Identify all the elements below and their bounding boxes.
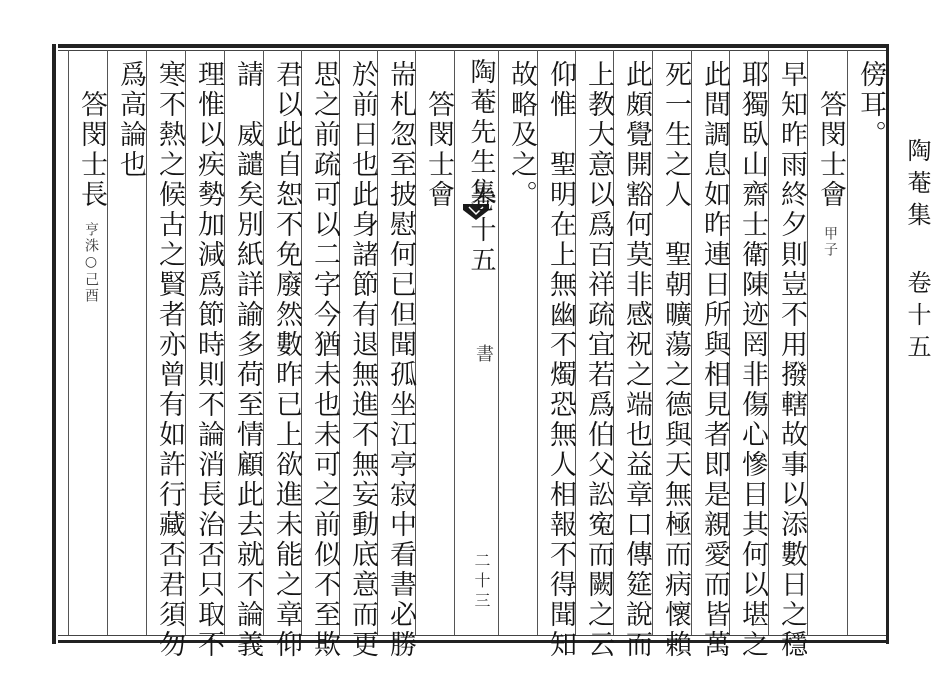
column-text: 仰惟 聖明在上無幽不燭恐無人相報不得聞知 — [545, 60, 576, 660]
text-column — [501, 60, 541, 210]
column-text: 此頗覺開豁何莫非感祝之端也益章口傳筵說而 — [621, 60, 652, 660]
letter-heading: 答閔士會 — [423, 60, 454, 210]
heading-column — [810, 60, 850, 258]
text-column — [540, 60, 580, 660]
column-text: 耶獨臥山齋士衛陳迹罔非傷心慘目其何以堪之 — [737, 60, 768, 660]
text-column — [694, 60, 734, 660]
text-column — [771, 60, 811, 660]
column-text: 死一生之人 聖朝曠蕩之德與天無極而病懷賴 — [660, 60, 691, 660]
text-column — [227, 60, 267, 660]
column-text: 思之前疏可以二字今猶未也未可之前似不至欺 — [309, 60, 340, 660]
text-column — [578, 60, 618, 660]
text-column — [149, 60, 189, 660]
fold-book-title: 陶菴先生集 — [466, 58, 496, 208]
text-column — [110, 60, 150, 180]
margin-header: 陶菴集 卷十五 — [903, 138, 931, 366]
text-column — [616, 60, 656, 660]
text-column — [304, 60, 344, 660]
column-text: 故略及之。 — [506, 60, 537, 210]
heading-note: 亨洙○己酉 — [83, 222, 99, 304]
frame-left-border — [52, 44, 56, 644]
text-column — [188, 60, 228, 660]
column-text: 爲高論也 — [115, 60, 146, 180]
text-column — [342, 60, 382, 660]
column-text: 耑札忽至披慰何已但聞孤坐江亭寂中看書必勝 — [385, 60, 416, 660]
fold-page-number: 二十三 — [472, 552, 491, 612]
text-column — [732, 60, 772, 660]
text-column — [655, 60, 695, 660]
letter-heading: 答閔士會 — [815, 60, 846, 210]
column-text: 傍耳。 — [855, 60, 886, 150]
heading-note: 甲子 — [822, 226, 838, 258]
heading-column — [71, 60, 111, 304]
fold-volume: 卷十五 — [466, 186, 496, 276]
column-text: 上教大意以爲百祥疏宜若爲伯父訟寃而闕之云 — [583, 60, 614, 660]
text-column — [850, 60, 890, 150]
text-column — [266, 60, 306, 660]
column-text: 理惟以疾勢加減爲節時則不論消長治否只取不 — [193, 60, 224, 660]
column-text: 君以此自恕不免廢然數昨已上欲進未能之章仰 — [271, 60, 302, 660]
column-text: 寒不熱之候古之賢者亦曾有如許行藏否君須勿 — [154, 60, 185, 660]
column-text: 請 威譴矣別紙詳諭多荷至情顧此去就不論義 — [232, 60, 263, 660]
frame-top-border — [58, 44, 888, 48]
column-text: 此間調息如昨連日所與相見者即是親愛而皆萬 — [699, 60, 730, 660]
column-text: 早知昨雨終夕則豈不用撥轄故事以添數日之穩 — [776, 60, 807, 660]
text-column — [380, 60, 420, 660]
column-rule — [68, 50, 69, 635]
heading-column — [418, 60, 458, 210]
fold-category: 書 — [473, 344, 494, 366]
letter-heading: 答閔士長 — [76, 60, 107, 210]
column-text: 於前日也此身諸節有退無進不無妄動底意而更 — [347, 60, 378, 660]
